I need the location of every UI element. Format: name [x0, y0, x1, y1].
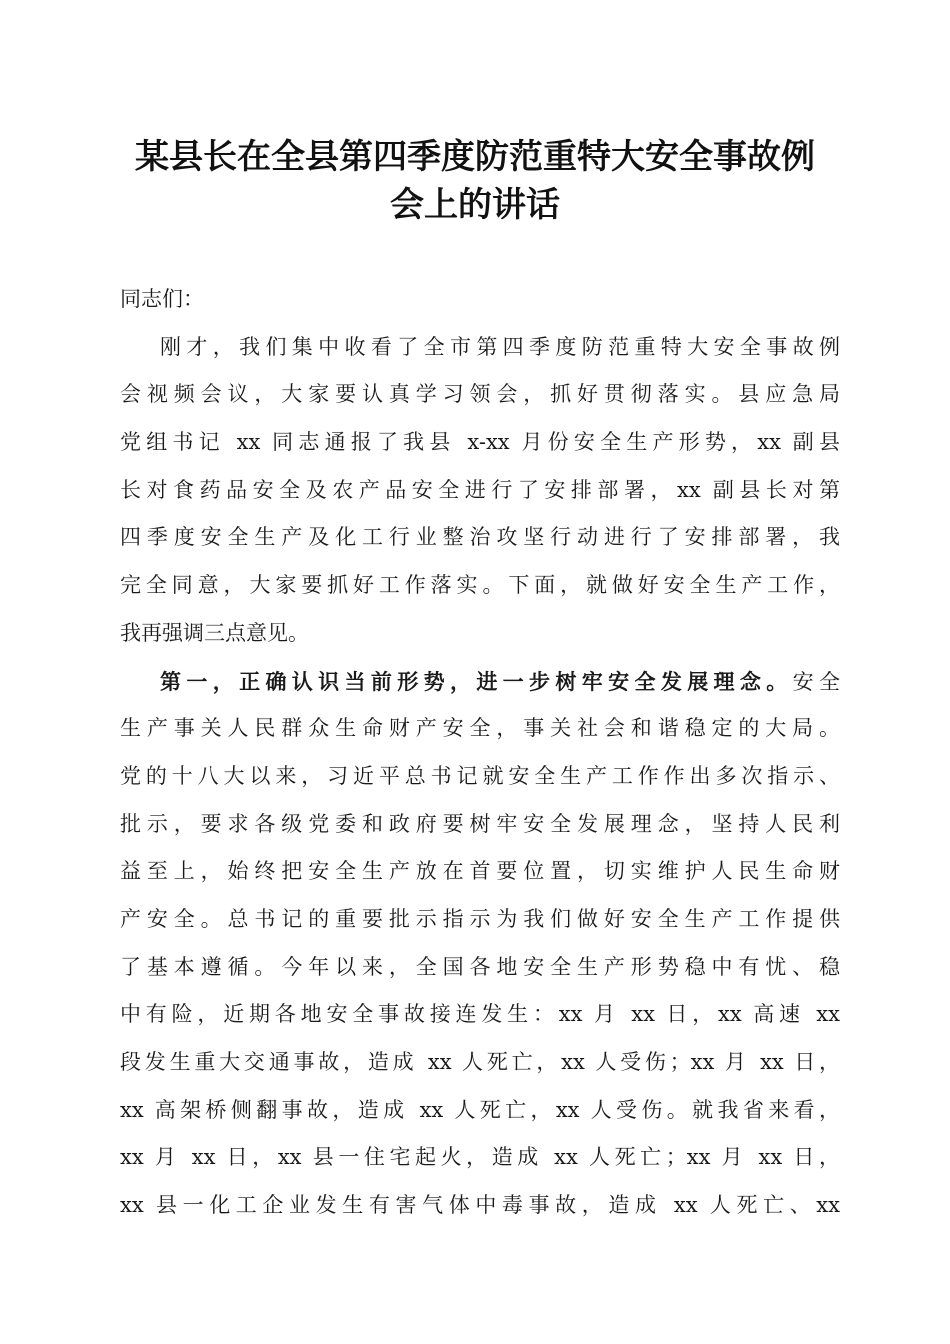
paragraph-line: 产安全。总书记的重要批示指示为我们做好安全生产工作提供 — [120, 906, 840, 931]
paragraph-1 — [120, 324, 840, 658]
paragraph-line: 完全同意，大家要抓好工作落实。下面，就做好安全生产工作， — [120, 573, 840, 598]
paragraph-line: 生产事关人民群众生命财产安全，事关社会和谐稳定的大局。 — [120, 716, 840, 741]
paragraph-line: 批示，要求各级党委和政府要树牢安全发展理念，坚持人民利 — [120, 811, 840, 836]
title-line: 某县长在全县第四季度防范重特大安全事故例 — [135, 137, 815, 177]
paragraph-line: xx 月 xx 日，xx 县一住宅起火，造成 xx 人死亡；xx 月 xx 日， — [120, 1145, 840, 1170]
title-line: 会上的讲话 — [390, 185, 560, 225]
paragraph-2 — [120, 658, 840, 1230]
paragraph-line: 段发生重大交通事故，造成 xx 人死亡，xx 人受伤；xx 月 xx 日， — [120, 1050, 840, 1074]
salutation: 同志们： — [120, 287, 204, 311]
document-title — [100, 133, 850, 229]
paragraph-line: xx 高架桥侧翻事故，造成 xx 人死亡，xx 人受伤。就我省来看， — [120, 1097, 840, 1122]
paragraph-line: 刚才，我们集中收看了全市第四季度防范重特大安全事故例 — [160, 334, 840, 359]
paragraph-line: xx 县一化工企业发生有害气体中毒事故，造成 xx 人死亡、xx — [120, 1193, 840, 1218]
paragraph-line: 我再强调三点意见。 — [120, 620, 309, 645]
paragraph-line — [120, 658, 840, 706]
paragraph-line: 长对食药品安全及农产品安全进行了安排部署，xx 副县长对第 — [120, 477, 840, 502]
paragraph-line: 会视频会议，大家要认真学习领会，抓好贯彻落实。县应急局 — [120, 382, 840, 407]
paragraph-line: 党组书记 xx 同志通报了我县 x-xx 月份安全生产形势，xx 副县 — [120, 430, 840, 455]
paragraph-line: 中有险，近期各地安全事故接连发生：xx 月 xx 日，xx 高速 xx — [120, 1002, 840, 1027]
paragraph-line: 益至上，始终把安全生产放在首要位置，切实维护人民生命财 — [120, 859, 840, 884]
paragraph-line: 四季度安全生产及化工行业整治攻坚行动进行了安排部署，我 — [120, 525, 840, 550]
paragraph-text: 安全 — [792, 669, 841, 694]
section-heading: 第一，正确认识当前形势，进一步树牢安全发展理念。 — [160, 668, 793, 694]
document-body — [120, 276, 840, 1230]
paragraph-line: 党的十八大以来，习近平总书记就安全生产工作作出多次指示、 — [120, 763, 840, 788]
paragraph-line: 了基本遵循。今年以来，全国各地安全生产形势稳中有忧、稳 — [120, 954, 840, 979]
